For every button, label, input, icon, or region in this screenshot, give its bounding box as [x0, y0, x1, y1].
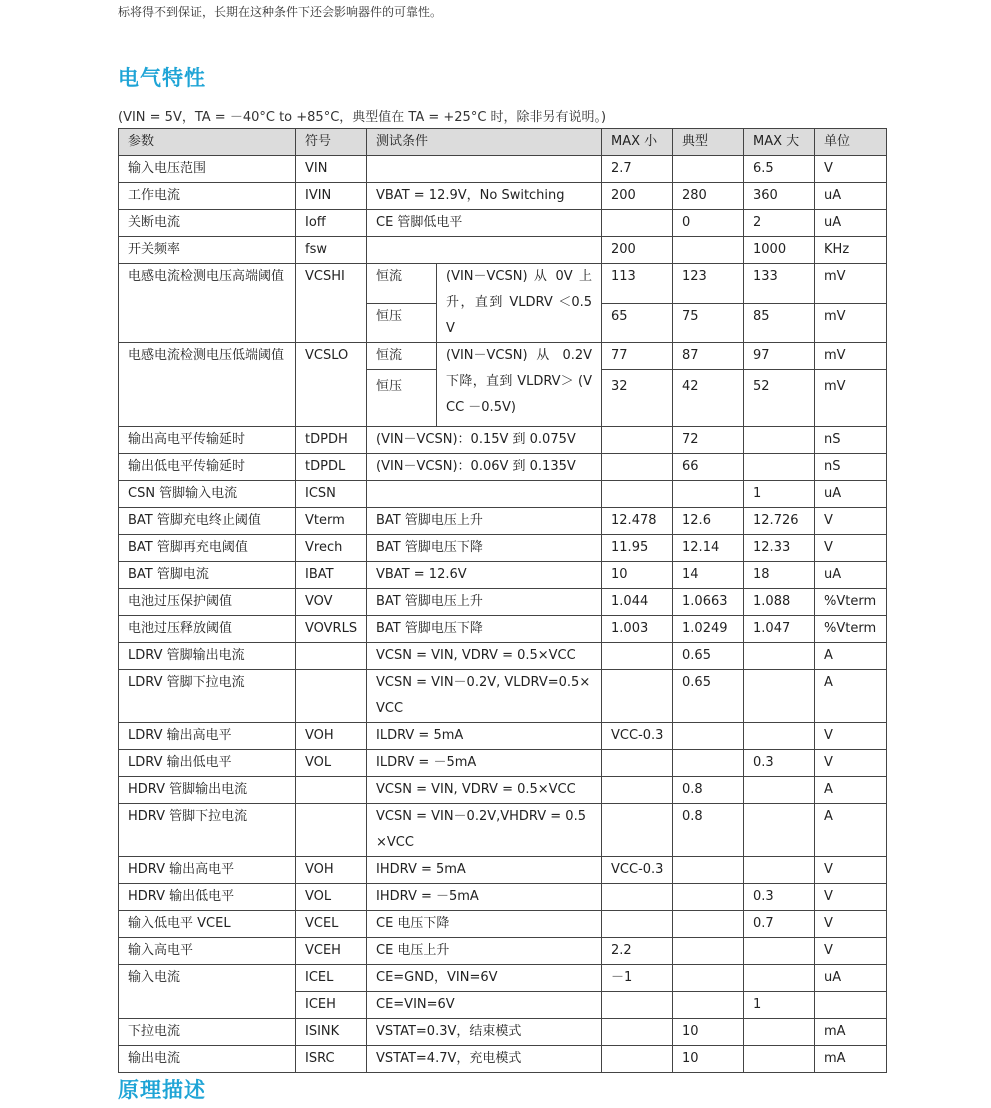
cell-min — [602, 1046, 673, 1073]
cell-min — [602, 750, 673, 777]
cell-typ: 123 — [673, 264, 744, 304]
cell-condition: (VIN－VCSN) 从 0.2V 下降，直到 VLDRV＞ (VCC －0.5V) — [437, 343, 602, 427]
cell-symbol — [296, 643, 367, 670]
cell-condition: (VIN－VCSN)：0.06V 到 0.135V — [367, 454, 602, 481]
cell-symbol: ICEH — [296, 992, 367, 1019]
table-row — [119, 938, 887, 965]
cell-typ: 75 — [673, 303, 744, 343]
table-row — [119, 1046, 887, 1073]
cell-typ: 0.65 — [673, 643, 744, 670]
cell-symbol: IVIN — [296, 183, 367, 210]
cell-max — [744, 454, 815, 481]
table-row — [119, 643, 887, 670]
table-row — [119, 670, 887, 723]
cell-min — [602, 643, 673, 670]
cell-symbol: Vterm — [296, 508, 367, 535]
cell-min: －1 — [602, 965, 673, 992]
cell-min — [602, 911, 673, 938]
cell-symbol — [296, 777, 367, 804]
cell-symbol: VIN — [296, 156, 367, 183]
cell-condition: VSTAT=0.3V，结束模式 — [367, 1019, 602, 1046]
cell-condition: CE 管脚低电平 — [367, 210, 602, 237]
cell-unit: V — [815, 156, 887, 183]
cell-param: 输出高电平传输延时 — [119, 427, 296, 454]
cell-mode: 恒压 — [367, 303, 437, 343]
table-header-row — [119, 129, 887, 156]
table-row — [119, 535, 887, 562]
cell-max — [744, 857, 815, 884]
cell-param: 工作电流 — [119, 183, 296, 210]
cell-max: 52 — [744, 370, 815, 427]
cell-symbol: VCSHI — [296, 264, 367, 343]
table-row — [119, 508, 887, 535]
cell-symbol: VOL — [296, 884, 367, 911]
cell-min: VCC-0.3 — [602, 857, 673, 884]
cell-symbol: VCEH — [296, 938, 367, 965]
cell-symbol — [296, 804, 367, 857]
cell-typ — [673, 237, 744, 264]
cell-param: BAT 管脚再充电阈值 — [119, 535, 296, 562]
cell-param: LDRV 输出低电平 — [119, 750, 296, 777]
cell-min — [602, 670, 673, 723]
cell-typ: 14 — [673, 562, 744, 589]
cell-max: 0.3 — [744, 884, 815, 911]
cell-symbol: Ioff — [296, 210, 367, 237]
table-row — [119, 777, 887, 804]
cell-symbol: tDPDH — [296, 427, 367, 454]
cell-param: CSN 管脚输入电流 — [119, 481, 296, 508]
cell-unit: A — [815, 804, 887, 857]
cell-param: 输出电流 — [119, 1046, 296, 1073]
cell-min — [602, 454, 673, 481]
cell-condition: BAT 管脚电压下降 — [367, 616, 602, 643]
cell-typ — [673, 156, 744, 183]
cell-param: LDRV 管脚输出电流 — [119, 643, 296, 670]
cell-max — [744, 965, 815, 992]
cell-min: 2.7 — [602, 156, 673, 183]
cell-max: 1 — [744, 992, 815, 1019]
cell-max: 1000 — [744, 237, 815, 264]
cell-symbol: VOVRLS — [296, 616, 367, 643]
cell-typ: 72 — [673, 427, 744, 454]
cell-unit: V — [815, 723, 887, 750]
cell-min: 11.95 — [602, 535, 673, 562]
table-row — [119, 156, 887, 183]
cell-symbol: IBAT — [296, 562, 367, 589]
cell-unit: uA — [815, 183, 887, 210]
cell-typ: 0.8 — [673, 777, 744, 804]
cell-min: 65 — [602, 303, 673, 343]
cell-min: VCC-0.3 — [602, 723, 673, 750]
table-row — [119, 210, 887, 237]
cell-condition: BAT 管脚电压上升 — [367, 589, 602, 616]
table-row — [119, 857, 887, 884]
cell-unit: V — [815, 535, 887, 562]
cell-condition: VBAT = 12.9V，No Switching — [367, 183, 602, 210]
table-row — [119, 804, 887, 857]
cell-typ: 10 — [673, 1046, 744, 1073]
cell-unit: A — [815, 643, 887, 670]
table-row — [119, 264, 887, 304]
cell-param: HDRV 管脚下拉电流 — [119, 804, 296, 857]
section-title: 电气特性 — [118, 66, 206, 90]
cell-typ: 0 — [673, 210, 744, 237]
cell-unit: uA — [815, 481, 887, 508]
cell-condition: VCSN = VIN, VDRV = 0.5×VCC — [367, 643, 602, 670]
cell-condition: CE 电压上升 — [367, 938, 602, 965]
cell-max — [744, 938, 815, 965]
cell-typ — [673, 723, 744, 750]
cell-typ: 12.14 — [673, 535, 744, 562]
cell-max: 18 — [744, 562, 815, 589]
cell-typ — [673, 965, 744, 992]
table-row — [119, 965, 887, 992]
cell-typ: 0.8 — [673, 804, 744, 857]
cell-param: 电感电流检测电压高端阈值 — [119, 264, 296, 343]
table-row — [119, 911, 887, 938]
cell-min — [602, 777, 673, 804]
cell-typ: 0.65 — [673, 670, 744, 723]
cell-unit: V — [815, 857, 887, 884]
table-row — [119, 454, 887, 481]
electrical-characteristics-table — [118, 128, 887, 1073]
cell-max: 12.33 — [744, 535, 815, 562]
cell-typ: 87 — [673, 343, 744, 370]
header-min: MAX 小 — [602, 129, 673, 156]
table-row — [119, 1019, 887, 1046]
cell-param: HDRV 管脚输出电流 — [119, 777, 296, 804]
header-param: 参数 — [119, 129, 296, 156]
table-row — [119, 183, 887, 210]
cell-unit: V — [815, 884, 887, 911]
cell-typ: 12.6 — [673, 508, 744, 535]
cell-unit: uA — [815, 965, 887, 992]
cell-param: 输入电压范围 — [119, 156, 296, 183]
table-row — [119, 562, 887, 589]
cell-min: 1.044 — [602, 589, 673, 616]
cell-symbol: fsw — [296, 237, 367, 264]
cell-typ — [673, 992, 744, 1019]
cell-condition: (VIN－VCSN) 从 0V 上升，直到 VLDRV ＜0.5V — [437, 264, 602, 343]
cell-unit: V — [815, 938, 887, 965]
cell-min: 200 — [602, 237, 673, 264]
cell-min — [602, 427, 673, 454]
cell-max: 0.7 — [744, 911, 815, 938]
cell-param: 输出低电平传输延时 — [119, 454, 296, 481]
cell-condition: BAT 管脚电压上升 — [367, 508, 602, 535]
cell-param: BAT 管脚电流 — [119, 562, 296, 589]
cell-condition: IHDRV = 5mA — [367, 857, 602, 884]
cell-condition: CE=VIN=6V — [367, 992, 602, 1019]
cell-symbol: ISINK — [296, 1019, 367, 1046]
cell-max: 1 — [744, 481, 815, 508]
cell-min: 32 — [602, 370, 673, 427]
cell-symbol: tDPDL — [296, 454, 367, 481]
cell-mode: 恒流 — [367, 343, 437, 370]
cell-unit: mV — [815, 343, 887, 370]
cell-unit: %Vterm — [815, 616, 887, 643]
cell-symbol: VOV — [296, 589, 367, 616]
cell-min — [602, 1019, 673, 1046]
cell-symbol: ICSN — [296, 481, 367, 508]
table-row — [119, 427, 887, 454]
cell-typ: 10 — [673, 1019, 744, 1046]
cell-condition: IHDRV = －5mA — [367, 884, 602, 911]
cell-typ: 66 — [673, 454, 744, 481]
table-row — [119, 884, 887, 911]
cell-typ: 280 — [673, 183, 744, 210]
cell-min: 12.478 — [602, 508, 673, 535]
cell-param: 输入低电平 VCEL — [119, 911, 296, 938]
cell-min: 113 — [602, 264, 673, 304]
cell-unit: nS — [815, 427, 887, 454]
cell-unit: mA — [815, 1019, 887, 1046]
cell-symbol: Vrech — [296, 535, 367, 562]
cell-min — [602, 992, 673, 1019]
cell-min — [602, 481, 673, 508]
cell-max — [744, 1019, 815, 1046]
cell-param: 开关频率 — [119, 237, 296, 264]
cell-condition: ILDRV = 5mA — [367, 723, 602, 750]
cell-unit: V — [815, 508, 887, 535]
cell-mode: 恒流 — [367, 264, 437, 304]
cell-condition: VSTAT=4.7V，充电模式 — [367, 1046, 602, 1073]
cell-unit: nS — [815, 454, 887, 481]
cell-min — [602, 210, 673, 237]
cell-symbol: ISRC — [296, 1046, 367, 1073]
cell-condition — [367, 237, 602, 264]
table-row — [119, 237, 887, 264]
table-row — [119, 723, 887, 750]
cell-unit: V — [815, 750, 887, 777]
header-typ: 典型 — [673, 129, 744, 156]
cell-typ — [673, 750, 744, 777]
cell-max: 97 — [744, 343, 815, 370]
cell-max: 0.3 — [744, 750, 815, 777]
header-symbol: 符号 — [296, 129, 367, 156]
cell-max: 1.088 — [744, 589, 815, 616]
cell-condition: VBAT = 12.6V — [367, 562, 602, 589]
cell-max: 6.5 — [744, 156, 815, 183]
cell-max — [744, 723, 815, 750]
cell-param: HDRV 输出低电平 — [119, 884, 296, 911]
header-unit: 单位 — [815, 129, 887, 156]
cell-condition: BAT 管脚电压下降 — [367, 535, 602, 562]
next-section-title: 原理描述 — [118, 1078, 206, 1102]
cell-symbol — [296, 670, 367, 723]
cell-unit: uA — [815, 210, 887, 237]
cell-min: 10 — [602, 562, 673, 589]
cell-typ — [673, 884, 744, 911]
cell-max: 12.726 — [744, 508, 815, 535]
cell-unit: mA — [815, 1046, 887, 1073]
cell-symbol: ICEL — [296, 965, 367, 992]
cell-max — [744, 670, 815, 723]
header-max: MAX 大 — [744, 129, 815, 156]
cell-symbol: VOH — [296, 857, 367, 884]
cell-max — [744, 1046, 815, 1073]
cell-param: BAT 管脚充电终止阈值 — [119, 508, 296, 535]
cell-max: 133 — [744, 264, 815, 304]
cell-unit: %Vterm — [815, 589, 887, 616]
cell-mode: 恒压 — [367, 370, 437, 427]
cell-max — [744, 804, 815, 857]
cell-param: 电池过压保护阈值 — [119, 589, 296, 616]
cell-condition: VCSN = VIN－0.2V,VHDRV = 0.5×VCC — [367, 804, 602, 857]
cell-param: 关断电流 — [119, 210, 296, 237]
cell-min — [602, 884, 673, 911]
cell-min: 200 — [602, 183, 673, 210]
cell-max: 1.047 — [744, 616, 815, 643]
cell-typ — [673, 911, 744, 938]
table-row — [119, 589, 887, 616]
cell-condition: (VIN－VCSN)：0.15V 到 0.075V — [367, 427, 602, 454]
cell-param: HDRV 输出高电平 — [119, 857, 296, 884]
cell-condition: CE 电压下降 — [367, 911, 602, 938]
cell-symbol: VCEL — [296, 911, 367, 938]
cell-min: 1.003 — [602, 616, 673, 643]
cell-min: 2.2 — [602, 938, 673, 965]
cell-symbol: VOH — [296, 723, 367, 750]
cell-max: 85 — [744, 303, 815, 343]
top-note: 标将得不到保证，长期在这种条件下还会影响器件的可靠性。 — [118, 5, 443, 19]
cell-max — [744, 427, 815, 454]
cell-condition: VCSN = VIN, VDRV = 0.5×VCC — [367, 777, 602, 804]
cell-unit: mV — [815, 370, 887, 427]
cell-max: 360 — [744, 183, 815, 210]
cell-max — [744, 643, 815, 670]
cell-param: 输入高电平 — [119, 938, 296, 965]
cell-min — [602, 804, 673, 857]
cell-unit: KHz — [815, 237, 887, 264]
table-row — [119, 481, 887, 508]
cell-param: 输入电流 — [119, 965, 296, 1019]
cell-unit — [815, 992, 887, 1019]
test-conditions-note: (VIN = 5V，TA = －40°C to +85°C，典型值在 TA = +25°C 时，除非另有说明。) — [118, 110, 607, 125]
cell-unit: V — [815, 911, 887, 938]
cell-max — [744, 777, 815, 804]
cell-unit: A — [815, 777, 887, 804]
cell-param: LDRV 输出高电平 — [119, 723, 296, 750]
header-condition: 测试条件 — [367, 129, 602, 156]
cell-symbol: VOL — [296, 750, 367, 777]
cell-param: LDRV 管脚下拉电流 — [119, 670, 296, 723]
cell-condition — [367, 156, 602, 183]
cell-min: 77 — [602, 343, 673, 370]
table-row — [119, 343, 887, 370]
cell-condition: ILDRV = －5mA — [367, 750, 602, 777]
cell-param: 电感电流检测电压低端阈值 — [119, 343, 296, 427]
cell-unit: mV — [815, 303, 887, 343]
cell-unit: mV — [815, 264, 887, 304]
cell-unit: A — [815, 670, 887, 723]
cell-param: 电池过压释放阈值 — [119, 616, 296, 643]
cell-condition: CE=GND，VIN=6V — [367, 965, 602, 992]
cell-unit: uA — [815, 562, 887, 589]
cell-max: 2 — [744, 210, 815, 237]
cell-symbol: VCSLO — [296, 343, 367, 427]
cell-condition — [367, 481, 602, 508]
cell-typ — [673, 938, 744, 965]
cell-typ — [673, 857, 744, 884]
table-row — [119, 616, 887, 643]
cell-condition: VCSN = VIN－0.2V, VLDRV=0.5×VCC — [367, 670, 602, 723]
cell-typ — [673, 481, 744, 508]
cell-typ: 1.0249 — [673, 616, 744, 643]
cell-typ: 1.0663 — [673, 589, 744, 616]
cell-typ: 42 — [673, 370, 744, 427]
cell-param: 下拉电流 — [119, 1019, 296, 1046]
table-row — [119, 750, 887, 777]
